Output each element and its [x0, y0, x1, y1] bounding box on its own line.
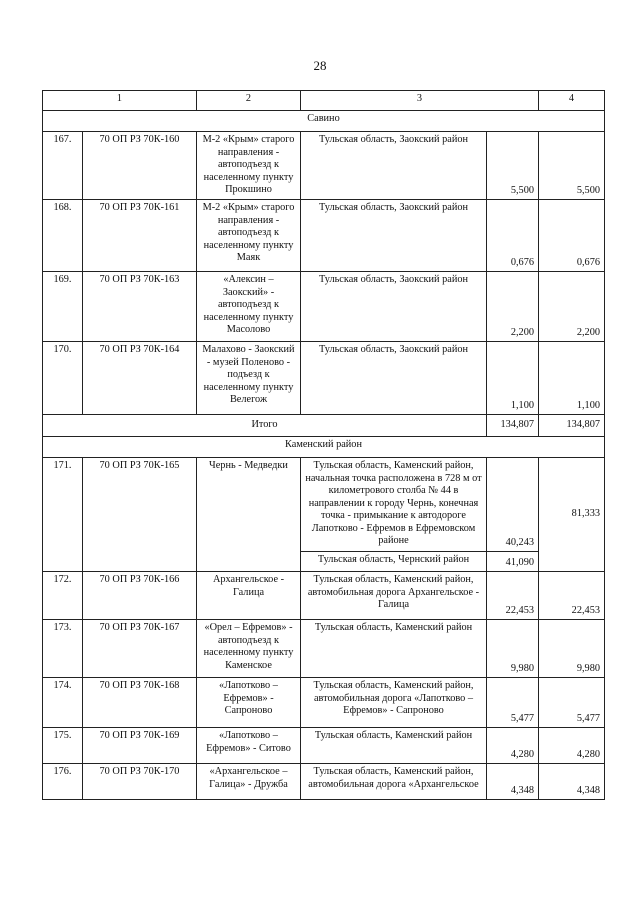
table-row: [43, 764, 605, 800]
road-location: Тульская область, Чернский район: [301, 552, 487, 572]
table-row: [43, 342, 605, 415]
road-name: М-2 «Крым» старого направления - автоподъезд к населенному пункту Прокшино: [197, 132, 301, 200]
road-location: Тульская область, Заокский район: [301, 272, 487, 342]
road-total: 22,453: [539, 572, 605, 620]
road-length: 40,243: [487, 458, 539, 552]
road-length: 1,100: [487, 342, 539, 415]
road-location: Тульская область, Каменский район: [301, 728, 487, 764]
road-length: 22,453: [487, 572, 539, 620]
road-location: Тульская область, Каменский район, автомобильная дорога Архангельское - Галица: [301, 572, 487, 620]
road-name: «Орел – Ефремов» - автоподъезд к населенному пункту Каменское: [197, 620, 301, 678]
road-location: Тульская область, Каменский район, начальная точка расположена в 728 м от километрового столба № 44 в направлении к городу Чернь, конечная точка - примыкание к автодороге Лапотково - Ефремов в Ефремовском районе: [301, 458, 487, 552]
section-title: Савино: [43, 111, 605, 132]
road-name: Чернь - Медведки: [197, 458, 301, 572]
total-label: Итого: [43, 415, 487, 437]
column-number-row: [43, 91, 605, 111]
roads-register-table: [42, 90, 605, 800]
road-total: 0,676: [539, 200, 605, 272]
table-row: [43, 572, 605, 620]
road-length: 0,676: [487, 200, 539, 272]
road-name: «Алексин – Заокский» - автоподъезд к населенному пункту Масолово: [197, 272, 301, 342]
road-name: Малахово - Заокский - музей Поленово - подъезд к населенному пункту Велегож: [197, 342, 301, 415]
road-total: 4,348: [539, 764, 605, 800]
row-number: 169.: [43, 272, 83, 342]
road-code: 70 ОП РЗ 70К-169: [83, 728, 197, 764]
row-number: 174.: [43, 678, 83, 728]
road-name: «Лапотково – Ефремов» - Ситово: [197, 728, 301, 764]
road-length: 4,348: [487, 764, 539, 800]
road-code: 70 ОП РЗ 70К-163: [83, 272, 197, 342]
row-number: 175.: [43, 728, 83, 764]
road-code: 70 ОП РЗ 70К-170: [83, 764, 197, 800]
row-number: 168.: [43, 200, 83, 272]
table-row: [43, 678, 605, 728]
road-code: 70 ОП РЗ 70К-161: [83, 200, 197, 272]
road-total: 5,477: [539, 678, 605, 728]
road-location: Тульская область, Каменский район, автомобильная дорога «Лапотково – Ефремов» - Сапроново: [301, 678, 487, 728]
road-name: Архангельское - Галица: [197, 572, 301, 620]
road-total: 2,200: [539, 272, 605, 342]
row-number: 173.: [43, 620, 83, 678]
road-length: 9,980: [487, 620, 539, 678]
road-name: «Лапотково – Ефремов» - Сапроново: [197, 678, 301, 728]
road-length: 2,200: [487, 272, 539, 342]
total-sum: 134,807: [539, 415, 605, 437]
row-number: 167.: [43, 132, 83, 200]
page-number: 28: [313, 58, 327, 73]
section-header-row: [43, 437, 605, 458]
section-header-row: [43, 111, 605, 132]
column-header-1: 1: [43, 91, 197, 111]
table-row: [43, 728, 605, 764]
column-header-4: 4: [539, 91, 605, 111]
total-length: 134,807: [487, 415, 539, 437]
road-total: 4,280: [539, 728, 605, 764]
road-code: 70 ОП РЗ 70К-166: [83, 572, 197, 620]
road-total: 81,333: [539, 458, 605, 572]
road-total: 5,500: [539, 132, 605, 200]
column-header-2: 2: [197, 91, 301, 111]
road-length: 5,477: [487, 678, 539, 728]
road-code: 70 ОП РЗ 70К-160: [83, 132, 197, 200]
road-total: 1,100: [539, 342, 605, 415]
road-location: Тульская область, Заокский район: [301, 200, 487, 272]
road-location: Тульская область, Заокский район: [301, 342, 487, 415]
table-row: [43, 200, 605, 272]
table-row: [43, 458, 605, 552]
road-code: 70 ОП РЗ 70К-168: [83, 678, 197, 728]
road-total: 9,980: [539, 620, 605, 678]
total-row: [43, 415, 605, 437]
table-row: [43, 620, 605, 678]
road-length: 41,090: [487, 552, 539, 572]
table-row: [43, 132, 605, 200]
road-name: М-2 «Крым» старого направления - автоподъезд к населенному пункту Маяк: [197, 200, 301, 272]
road-code: 70 ОП РЗ 70К-165: [83, 458, 197, 572]
road-code: 70 ОП РЗ 70К-164: [83, 342, 197, 415]
road-length: 5,500: [487, 132, 539, 200]
row-number: 171.: [43, 458, 83, 572]
column-header-3: 3: [301, 91, 539, 111]
road-location: Тульская область, Заокский район: [301, 132, 487, 200]
road-length: 4,280: [487, 728, 539, 764]
road-location: Тульская область, Каменский район, автомобильная дорога «Архангельское: [301, 764, 487, 800]
road-code: 70 ОП РЗ 70К-167: [83, 620, 197, 678]
road-location: Тульская область, Каменский район: [301, 620, 487, 678]
row-number: 172.: [43, 572, 83, 620]
road-name: «Архангельское – Галица» - Дружба: [197, 764, 301, 800]
row-number: 176.: [43, 764, 83, 800]
row-number: 170.: [43, 342, 83, 415]
section-title: Каменский район: [43, 437, 605, 458]
table-row: [43, 272, 605, 342]
